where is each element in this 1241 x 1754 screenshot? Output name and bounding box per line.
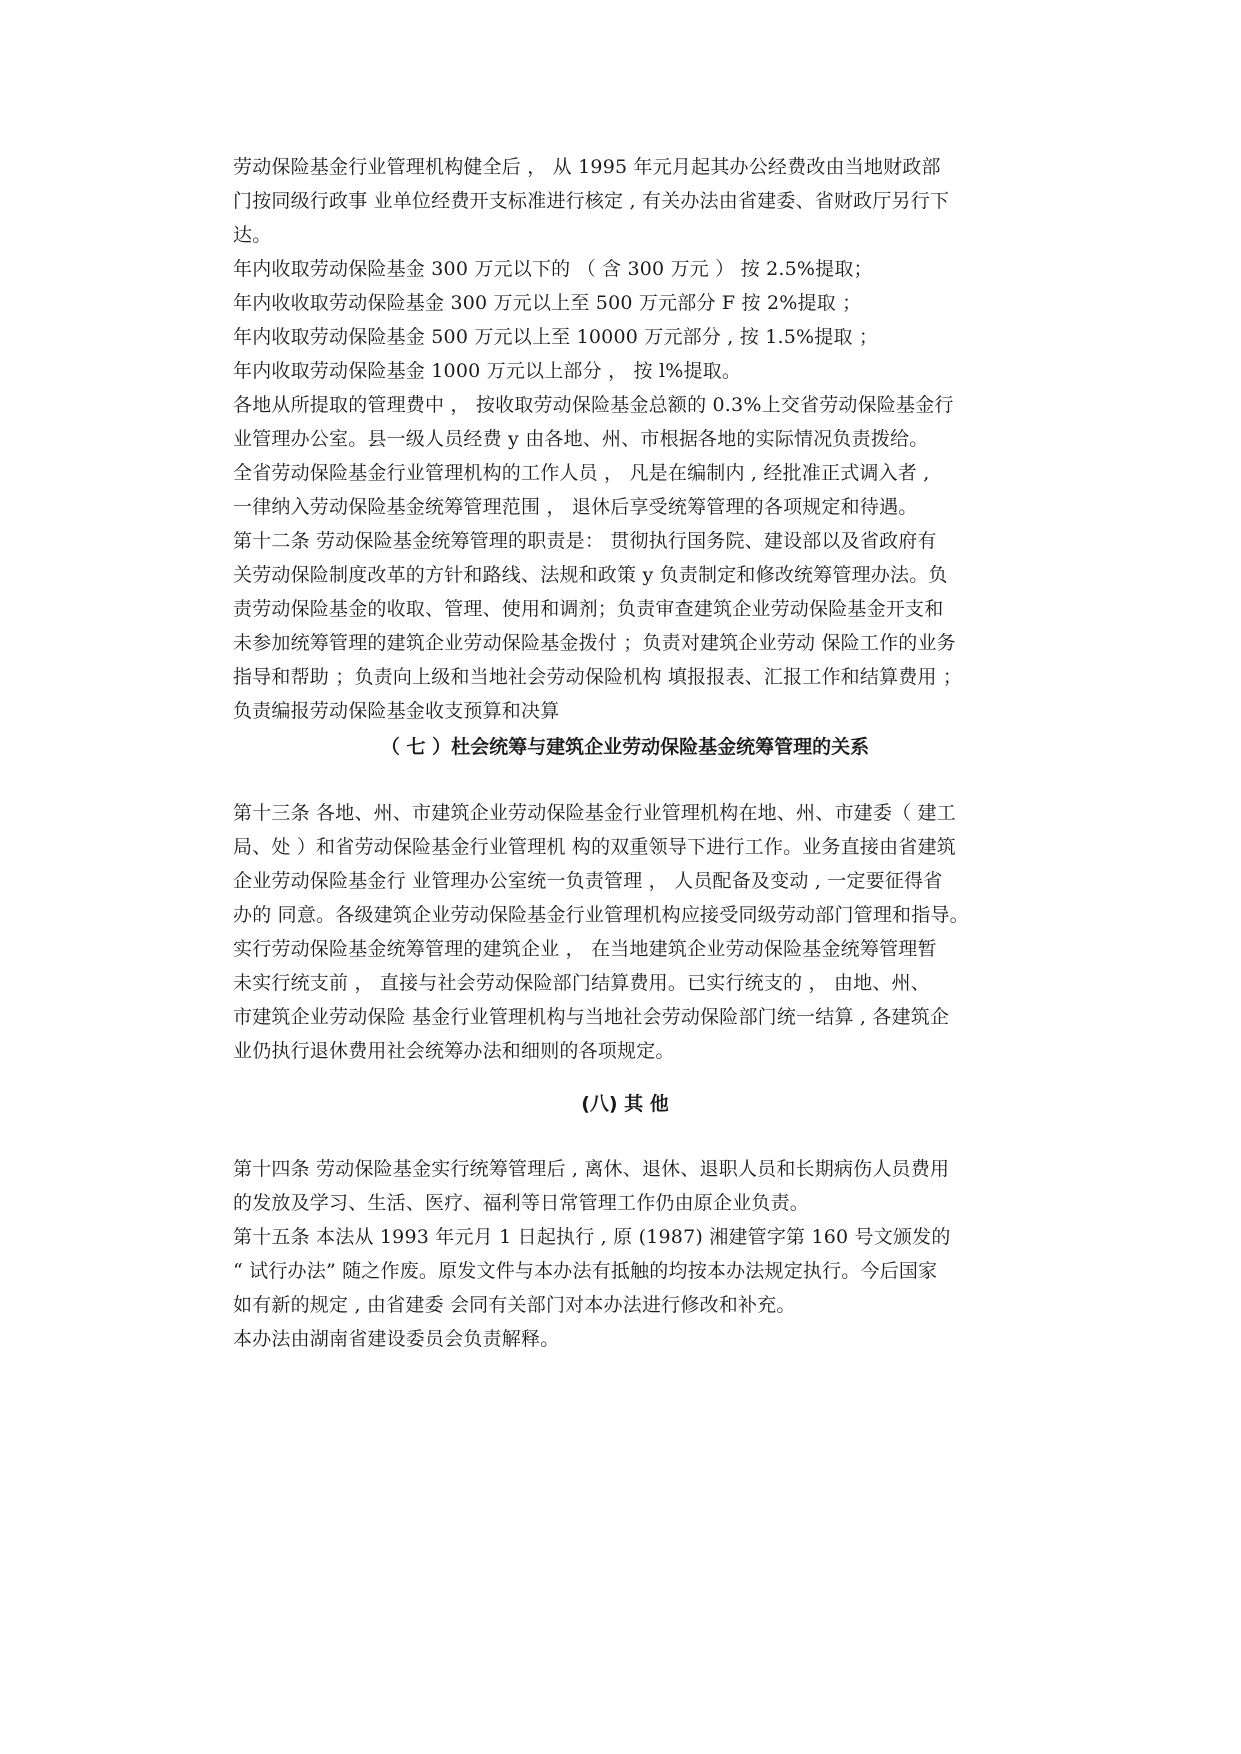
text-line: 市建筑企业劳动保险 基金行业管理机构与当地社会劳动保险部门统一结算 , 各建筑企 <box>233 1006 950 1028</box>
text-line: 办的 同意。各级建筑企业劳动保险基金行业管理机构应接受同级劳动部门管理和指导。 <box>233 904 969 926</box>
text-line: 第十二条 劳动保险基金统筹管理的职责是： 贯彻执行国务院、建设部以及省政府有 <box>233 530 937 552</box>
text-line: 如有新的规定 , 由省建委 会同有关部门对本办法进行修改和补充。 <box>233 1294 796 1316</box>
text-line: 关劳动保险制度改革的方针和路线、法规和政策 y 负责制定和修改统筹管理办法。负 <box>233 564 948 586</box>
paragraph-block-funding-and-duties <box>233 150 1017 728</box>
text-line: 的发放及学习、生活、医疗、福利等日常管理工作仍由原企业负责。 <box>233 1192 810 1214</box>
text-line: 第十四条 劳动保险基金实行统筹管理后 , 离休、退休、退职人员和长期病伤人员费用 <box>233 1158 950 1180</box>
paragraph-block-relationship <box>233 796 1017 1068</box>
text-line: 本办法由湖南省建设委员会负责解释。 <box>233 1328 560 1350</box>
text-line: 门按同级行政事 业单位经费开支标准进行核定 , 有关办法由省建委、省财政厅另行下 <box>233 190 950 212</box>
text-line: 实行劳动保险基金统筹管理的建筑企业 ， 在当地建筑企业劳动保险基金统筹管理暂 <box>233 938 937 960</box>
text-line: 未参加统筹管理的建筑企业劳动保险基金拨付 ；负责对建筑企业劳动 保险工作的业务 <box>233 632 956 654</box>
text-line: 年内收取劳动保险基金 500 万元以上至 10000 万元部分 , 按 1.5%提取 ； <box>233 326 879 348</box>
text-line: 各地从所提取的管理费中 ， 按收取劳动保险基金总额的 0.3%上交省劳动保险基金行 <box>233 394 954 416</box>
text-line: 第十五条 本法从 1993 年元月 1 日起执行 , 原 (1987) 湘建管字第 160 号文颁发的 <box>233 1226 951 1248</box>
text-line: 局、处 ）和省劳动保险基金行业管理机 构的双重领导下进行工作。业务直接由省建筑 <box>233 836 956 858</box>
text-line: 负责编报劳动保险基金收支预算和决算 <box>233 700 560 722</box>
text-line: 责劳动保险基金的收取、管理、使用和调剂；负责审查建筑企业劳动保险基金开支和 <box>233 598 944 620</box>
text-line: “ 试行办法” 随之作废。原发文件与本办法有抵触的均按本办法规定执行。今后国家 <box>233 1260 938 1282</box>
text-line: 年内收收取劳动保险基金 300 万元以上至 500 万元部分 F 按 2%提取 ； <box>233 292 862 314</box>
section-heading-eight: (八) 其 他 <box>581 1093 669 1115</box>
text-line: 全省劳动保险基金行业管理机构的工作人员 ， 凡是在编制内 , 经批准正式调入者 , <box>233 462 930 484</box>
text-line: 年内收取劳动保险基金 1000 万元以上部分 ， 按 l%提取。 <box>233 360 742 382</box>
text-line: 第十三条 各地、州、市建筑企业劳动保险基金行业管理机构在地、州、市建委（ 建工 <box>233 802 956 824</box>
text-line: 达。 <box>233 224 272 246</box>
text-line: 一律纳入劳动保险基金统筹管理范围 ， 退休后享受统筹管理的各项规定和待遇。 <box>233 496 918 518</box>
paragraph-block-other <box>233 1152 1017 1356</box>
text-line: 年内收取劳动保险基金 300 万元以下的 （ 含 300 万元 ） 按 2.5%提取； <box>233 258 873 280</box>
text-line: 业仍执行退休费用社会统筹办法和细则的各项规定。 <box>233 1040 675 1062</box>
text-line: 未实行统支前 ， 直接与社会劳动保险部门结算费用。已实行统支的 ， 由地、州、 <box>233 972 930 994</box>
section-heading-seven: （ 七 ）杜会统筹与建筑企业劳动保险基金统筹管理的关系 <box>380 736 870 758</box>
text-line: 指导和帮助 ；负责向上级和当地社会劳动保险机构 填报报表、汇报工作和结算费用 ； <box>233 666 963 688</box>
text-line: 业管理办公室。县一级人员经费 y 由各地、州、市根据各地的实际情况负责拨给。 <box>233 428 929 450</box>
text-line: 企业劳动保险基金行 业管理办公室统一负责管理 ， 人员配备及变动 , 一定要征得省 <box>233 870 943 892</box>
text-line: 劳动保险基金行业管理机构健全后 ， 从 1995 年元月起其办公经费改由当地财政部 <box>233 156 941 178</box>
